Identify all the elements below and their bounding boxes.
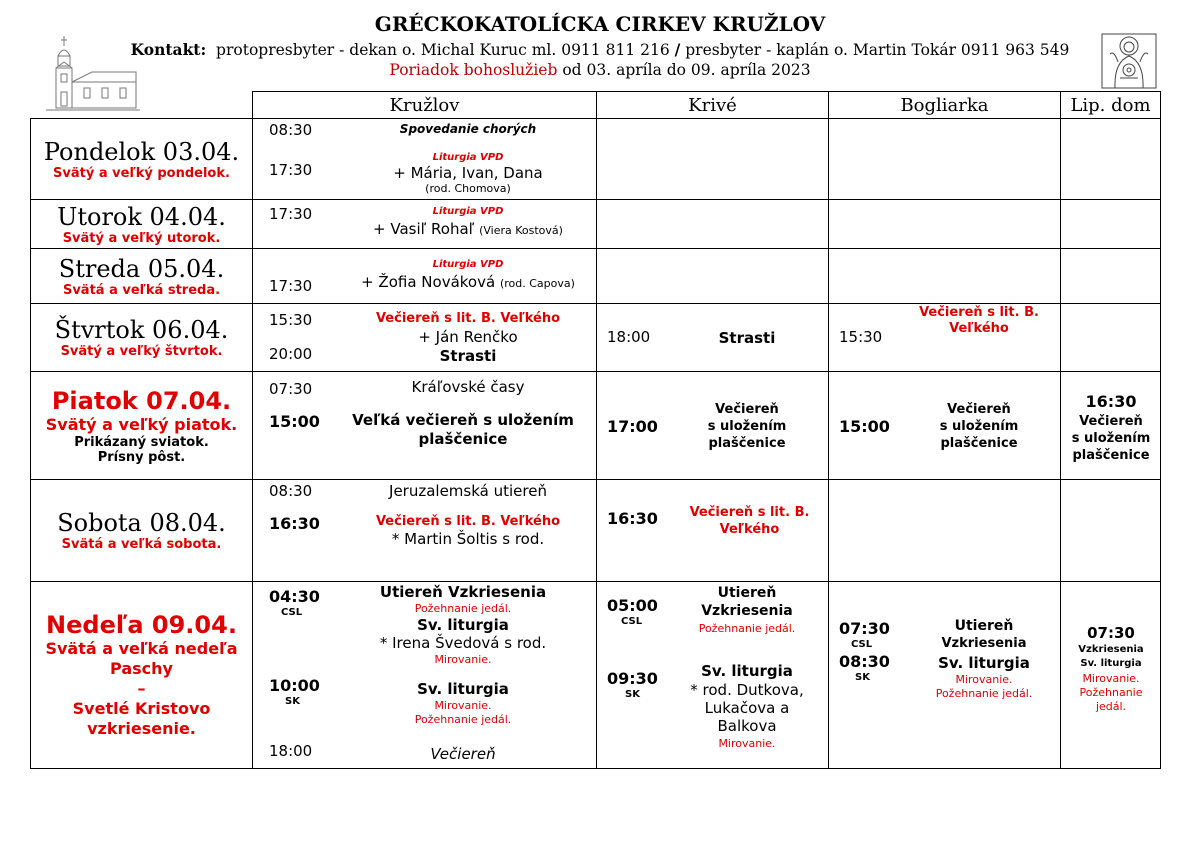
time: 07:30 (269, 380, 313, 398)
bogliarka-thursday (829, 304, 1061, 372)
intention: + Vasiľ Rohaľ (Viera Kostová) (373, 220, 563, 238)
day-name: Nedeľa 09.04. (46, 611, 237, 639)
liturgy-label: Liturgia VPD (432, 206, 504, 217)
bogliarka-tuesday (829, 200, 1061, 249)
time: 17:30 (269, 205, 313, 223)
day-feast: Svätá a veľká streda. (62, 282, 221, 298)
language-label: SK (855, 672, 870, 683)
bogliarka-wednesday (829, 249, 1061, 304)
time: 15:30 (839, 328, 883, 346)
contact-separator: / (674, 40, 681, 59)
liturgy-label: Liturgia VPD (432, 152, 504, 163)
icon-theotokos-icon (1100, 32, 1158, 90)
event: Sv. liturgia (701, 662, 793, 680)
time: 15:30 (269, 311, 313, 329)
krive-wednesday (597, 249, 829, 304)
day-feast: Svetlé Kristovo (72, 699, 211, 718)
krive-saturday (597, 480, 829, 582)
column-header-kruzlov: Kružlov (253, 92, 597, 119)
event: plaščenice (940, 436, 1018, 451)
language-label: SK (285, 696, 300, 707)
language-label: CSL (851, 639, 873, 650)
note: Mirovanie. (718, 737, 776, 750)
event: plaščenice (708, 436, 786, 451)
intention: + Mária, Ivan, Dana (393, 164, 543, 182)
event: plaščenice (418, 430, 508, 448)
event: Strasti (439, 347, 497, 365)
language-label: CSL (281, 607, 303, 618)
intention-note: (rod. Chomova) (425, 182, 511, 195)
time: 18:00 (607, 328, 651, 346)
event: Veľká večiereň s uložením (352, 411, 574, 429)
kruzlov-friday (253, 372, 597, 480)
page-title: GRÉCKOKATOLÍCKA CIRKEV KRUŽLOV (374, 12, 826, 36)
krive-sunday (597, 582, 829, 769)
time: 15:00 (839, 417, 890, 436)
kruzlov-wednesday (253, 249, 597, 304)
day-feast: Svätý a veľký utorok. (62, 230, 221, 246)
day-feast-dash: – (137, 679, 146, 698)
krive-monday (597, 119, 829, 200)
day-thursday (31, 304, 253, 372)
lipdom-wednesday (1061, 249, 1161, 304)
event: Veľkého (719, 522, 780, 537)
event: Sv. liturgia (417, 680, 509, 698)
time: 08:30 (269, 121, 313, 139)
note: Požehnanie jedál. (935, 687, 1033, 700)
event: Večiereň s lit. B. (689, 505, 810, 520)
event: Spovedanie chorých (399, 122, 537, 136)
intention: Balkova (717, 717, 777, 735)
contact-chaplain: presbyter - kaplán o. Martin Tokár 0911 963 549 (685, 41, 1070, 59)
intention: * rod. Dutkova, (690, 681, 804, 699)
lipdom-tuesday (1061, 200, 1161, 249)
day-wednesday (31, 249, 253, 304)
note: Mirovanie. (955, 673, 1013, 686)
note: Požehnanie (1079, 686, 1143, 699)
bogliarka-saturday (829, 480, 1061, 582)
kruzlov-saturday (253, 480, 597, 582)
note: Mirovanie. (434, 699, 492, 712)
time: 05:00 (607, 596, 658, 615)
time: 04:30 (269, 587, 320, 606)
liturgy-label: Liturgia VPD (432, 259, 504, 270)
time: 10:00 (269, 676, 320, 695)
event: Sv. liturgia (1080, 658, 1142, 669)
time: 07:30 (839, 619, 890, 638)
day-feast: Paschy (110, 659, 173, 678)
language-label: SK (625, 689, 640, 700)
day-obligation: Prikázaný sviatok. (74, 434, 209, 450)
kruzlov-tuesday (253, 200, 597, 249)
event: Utiereň (717, 585, 777, 601)
contact-dean: protopresbyter - dekan o. Michal Kuruc ml. 0911 811 216 (216, 41, 670, 59)
bogliarka-monday (829, 119, 1061, 200)
day-name: Piatok 07.04. (51, 386, 232, 415)
time: 07:30 (1087, 624, 1135, 642)
schedule-dates: od 03. apríla do 09. apríla 2023 (562, 61, 811, 79)
event: Večiereň (715, 402, 779, 417)
time: 16:30 (1085, 392, 1137, 411)
day-sunday (31, 582, 253, 769)
event: Strasti (718, 329, 776, 347)
event: Večiereň (947, 402, 1011, 417)
bogliarka-friday (829, 372, 1061, 480)
day-feast: Svätý a veľký štvrtok. (60, 344, 223, 359)
day-name: Streda 05.04. (58, 254, 225, 283)
time: 16:30 (607, 509, 658, 528)
event: s uložením (707, 419, 787, 434)
note: Mirovanie. (434, 653, 492, 666)
schedule-period (0, 61, 1200, 79)
day-fast: Prísny pôst. (97, 449, 186, 465)
day-name: Pondelok 03.04. (43, 137, 240, 166)
time: 09:30 (607, 669, 658, 688)
event: Jeruzalemská utiereň (389, 482, 547, 500)
event: Vzkriesenia (1078, 644, 1144, 655)
schedule-table (30, 91, 1161, 769)
intention: * Martin Šoltis s rod. (391, 530, 545, 548)
event: Sv. liturgia (938, 654, 1030, 672)
event: Vzkriesenia (941, 636, 1027, 651)
contact-line (0, 40, 1200, 59)
time: 17:00 (607, 417, 658, 436)
intention: * Irena Švedová s rod. (379, 634, 547, 652)
event: Večiereň (1079, 414, 1143, 429)
intention: + Ján Renčko (418, 328, 518, 346)
intention: Lukačova a (704, 699, 790, 717)
language-label: CSL (621, 616, 643, 627)
lipdom-friday (1061, 372, 1161, 480)
event: Utiereň (954, 618, 1014, 634)
day-name: Sobota 08.04. (57, 509, 226, 537)
corner-cell (31, 92, 253, 119)
day-saturday (31, 480, 253, 582)
kruzlov-monday (253, 119, 597, 200)
event: s uložením (1071, 431, 1151, 446)
lipdom-sunday (1061, 582, 1161, 769)
event: s uložením (939, 419, 1019, 434)
event: plaščenice (1072, 448, 1150, 463)
event: Veľkého (949, 321, 1009, 336)
krive-friday (597, 372, 829, 480)
day-feast: Svätá a veľká nedeľa (45, 639, 238, 658)
krive-tuesday (597, 200, 829, 249)
time: 17:30 (269, 277, 313, 295)
time: 15:00 (269, 412, 320, 431)
note: Požehnanie jedál. (414, 713, 512, 726)
column-header-bogliarka: Bogliarka (829, 92, 1061, 119)
intention: + Žofia Nováková (rod. Capova) (361, 273, 575, 291)
note: jedál. (1095, 700, 1127, 713)
kruzlov-thursday (253, 304, 597, 372)
event: Vzkriesenia (701, 603, 793, 619)
time: 08:30 (269, 482, 313, 500)
krive-thursday (597, 304, 829, 372)
event: Utiereň Vzkriesenia (379, 583, 547, 601)
time: 17:30 (269, 161, 313, 179)
event: Sv. liturgia (417, 616, 509, 634)
day-name: Štvrtok 06.04. (54, 316, 229, 344)
kruzlov-sunday (253, 582, 597, 769)
day-name: Utorok 04.04. (57, 202, 226, 231)
day-monday (31, 119, 253, 200)
column-header-lipdom: Lip. dom (1061, 92, 1161, 119)
note: Mirovanie. (1082, 672, 1140, 685)
note: Požehnanie jedál. (414, 602, 512, 615)
bogliarka-sunday (829, 582, 1061, 769)
event: Večiereň s lit. B. Veľkého (375, 311, 561, 326)
event: Večiereň s lit. B. (919, 305, 1039, 320)
lipdom-thursday (1061, 304, 1161, 372)
event: Večiereň s lit. B. Veľkého (375, 514, 561, 529)
day-feast: vzkriesenie. (87, 719, 196, 738)
lipdom-saturday (1061, 480, 1161, 582)
day-feast: Svätý a veľký pondelok. (53, 165, 230, 181)
day-feast: Svätá a veľká sobota. (61, 537, 222, 552)
lipdom-monday (1061, 119, 1161, 200)
time: 20:00 (269, 345, 313, 363)
day-tuesday (31, 200, 253, 249)
time: 18:00 (269, 742, 313, 760)
time: 16:30 (269, 514, 320, 533)
time: 08:30 (839, 652, 890, 671)
event: Kráľovské časy (411, 378, 525, 396)
day-friday (31, 372, 253, 480)
column-header-krive: Krivé (597, 92, 829, 119)
day-feast: Svätý a veľký piatok. (45, 414, 238, 434)
note: Požehnanie jedál. (698, 622, 796, 635)
contact-label: Kontakt: (130, 40, 207, 59)
event: Večiereň (430, 745, 496, 763)
schedule-label: Poriadok bohoslužieb (389, 61, 558, 79)
